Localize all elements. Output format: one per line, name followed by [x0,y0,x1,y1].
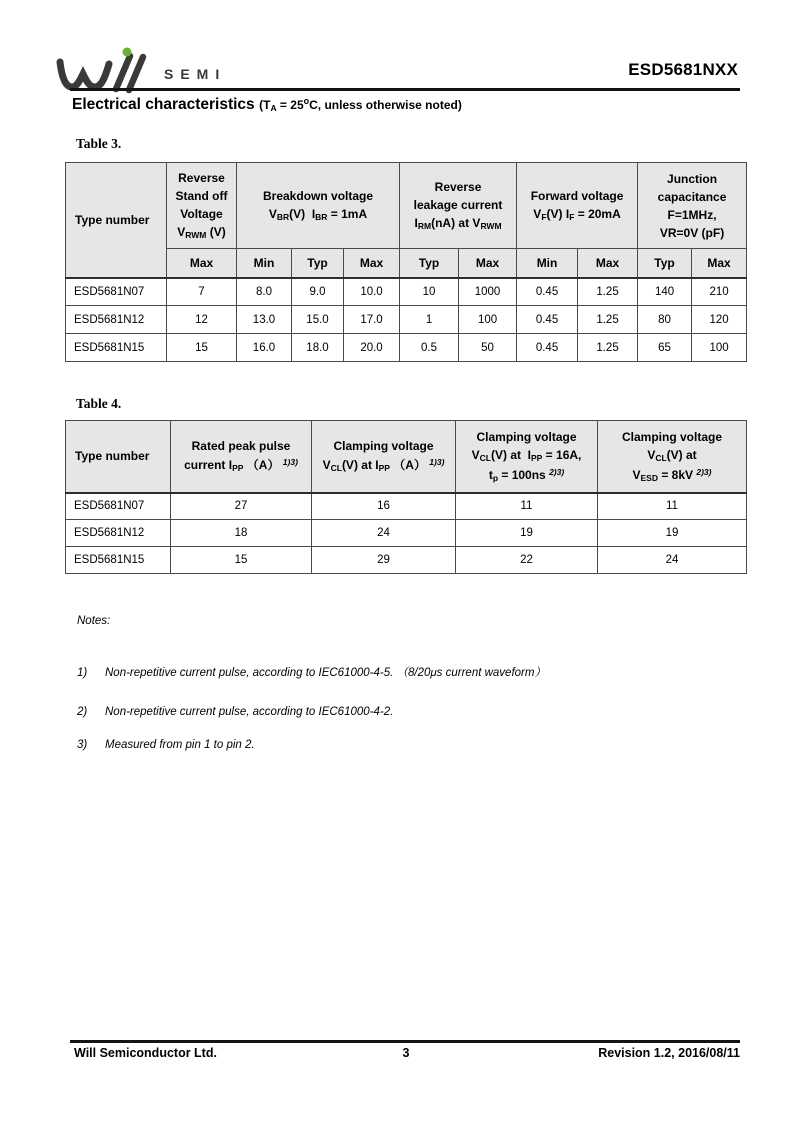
t3-sub-breakdown-typ: Typ [292,249,344,278]
t3-cell: 17.0 [344,306,400,334]
t4-cell: 27 [171,493,312,520]
t3-sub-forward-max: Max [578,249,638,278]
footer-company: Will Semiconductor Ltd. [74,1046,217,1060]
t4-cell: 22 [456,547,598,574]
footer-divider [70,1040,740,1043]
t4-col-clamping-voltage-ipp: Clamping voltage $V_{CL}(V)$ at $I_{PP}$ （A） $^{1)3)}$ [312,421,456,493]
t3-sub-breakdown-min: Min [237,249,292,278]
t4-cell: 19 [598,520,747,547]
t3-cell: 15 [167,334,237,362]
note-item [77,738,740,752]
t3-cell: 80 [638,306,692,334]
t4-row2-type: ESD5681N15 [66,547,171,574]
note-item [77,666,740,680]
t3-cell: 0.45 [517,334,578,362]
note-number: 3) [77,739,88,752]
t4-cell: 15 [171,547,312,574]
table-row [66,306,747,334]
t3-cell: 100 [459,306,517,334]
logo-green-dot [123,48,132,57]
t3-cell: 18.0 [292,334,344,362]
t3-col-type-number: Type number [66,163,167,278]
table4-header-row [66,421,747,493]
t4-col-clamping-voltage-esd: Clamping voltage $V_{CL}(V)$ at $V_{ESD} = 8kV$ $^{2)3)}$ [598,421,747,493]
page-footer [72,1046,740,1064]
table3-label: Table 3. [76,136,122,151]
t3-cell: 120 [692,306,747,334]
t3-row2-type: ESD5681N15 [66,334,167,362]
t3-cell: 7 [167,278,237,306]
t4-cell: 16 [312,493,456,520]
t3-group-breakdown-voltage: Breakdown voltage $V_{BR}(V) I_{BR} = 1mA$ [237,163,400,249]
title-condition-text: ($T_A = 25^oC$, unless otherwise noted) [259,96,462,113]
table-row [66,493,747,520]
table-row [66,520,747,547]
t3-sub-capacitance-typ: Typ [638,249,692,278]
t4-cell: 11 [456,493,598,520]
t3-group-standoff-voltage: Reverse Stand off Voltage $V_{RWM}$ (V) [167,163,237,249]
note-text: Non-repetitive current pulse, according to IEC61000-4-2. [105,705,394,718]
t3-sub-leakage-typ: Typ [400,249,459,278]
t3-cell: 9.0 [292,278,344,306]
t4-cell: 29 [312,547,456,574]
t3-cell: 65 [638,334,692,362]
t3-group-junction-capacitance: Junction capacitance F=1MHz, VR=0V (pF) [638,163,747,249]
t4-cell: 24 [312,520,456,547]
t4-col-clamping-voltage-16a: Clamping voltage $V_{CL}(V)$ at $I_{PP} = 16A$, $t_p = 100ns$ $^{2)3)}$ [456,421,598,493]
note-number: 2) [77,705,88,718]
t3-cell: 16.0 [237,334,292,362]
t3-cell: 1.25 [578,278,638,306]
note-text: Non-repetitive current pulse, according to IEC61000-4-5. （8/20μs current waveform） [105,667,546,680]
t3-cell: 140 [638,278,692,306]
t3-cell: 0.5 [400,334,459,362]
table-row [66,334,747,362]
title-main-text: Electrical characteristics [72,96,255,113]
table3-electrical-characteristics [65,162,747,362]
t3-sub-leakage-max: Max [459,249,517,278]
t4-cell: 18 [171,520,312,547]
t3-cell: 0.45 [517,306,578,334]
notes-section [77,614,740,753]
t3-cell: 15.0 [292,306,344,334]
t3-cell: 1.25 [578,334,638,362]
t3-cell: 1000 [459,278,517,306]
t3-cell: 0.45 [517,278,578,306]
table3-subheader-row [66,249,747,278]
footer-revision: Revision 1.2, 2016/08/11 [598,1046,740,1060]
table4-label: Table 4. [76,396,122,411]
t3-cell: 50 [459,334,517,362]
t4-row1-type: ESD5681N12 [66,520,171,547]
t3-cell: 8.0 [237,278,292,306]
t3-cell: 1.25 [578,306,638,334]
t3-cell: 10 [400,278,459,306]
logo-w-wave [60,62,109,87]
t4-cell: 11 [598,493,747,520]
table3-group-header-row [66,163,747,249]
t4-row0-type: ESD5681N07 [66,493,171,520]
t4-cell: 24 [598,547,747,574]
t3-cell: 12 [167,306,237,334]
doc-number: ESD5681NXX [628,60,738,79]
brand-semi-text: SEMI [164,66,227,82]
table-row [66,547,747,574]
t3-cell: 20.0 [344,334,400,362]
t3-sub-capacitance-max: Max [692,249,747,278]
t3-sub-standoff-max: Max [167,249,237,278]
page-title [72,96,462,114]
t3-cell: 100 [692,334,747,362]
header-divider [70,88,740,91]
t3-cell: 1 [400,306,459,334]
t4-col-type-number: Type number [66,421,171,493]
t3-sub-forward-min: Min [517,249,578,278]
t3-row1-type: ESD5681N12 [66,306,167,334]
logo-slash-1-icon [116,56,130,89]
note-item [77,705,740,719]
t4-cell: 19 [456,520,598,547]
t3-cell: 13.0 [237,306,292,334]
note-text: Measured from pin 1 to pin 2. [105,739,255,752]
logo-slash-2-icon [129,57,143,90]
note-number: 1) [77,667,88,680]
table-row [66,278,747,306]
t4-col-rated-peak-pulse-current: Rated peak pulse current $I_{PP}$ （A） $^{1)3)}$ [171,421,312,493]
t3-sub-breakdown-max: Max [344,249,400,278]
t3-group-reverse-leakage-current: Reverse leakage current $I_{RM}(nA)$ at $V_{RWM}$ [400,163,517,249]
footer-page-number: 3 [402,1046,410,1060]
t3-cell: 10.0 [344,278,400,306]
t3-row0-type: ESD5681N07 [66,278,167,306]
table4-pulse-clamping [65,420,747,574]
t3-cell: 210 [692,278,747,306]
notes-label: Notes: [77,615,111,627]
t3-group-forward-voltage: Forward voltage $V_F(V) I_F = 20mA$ [517,163,638,249]
